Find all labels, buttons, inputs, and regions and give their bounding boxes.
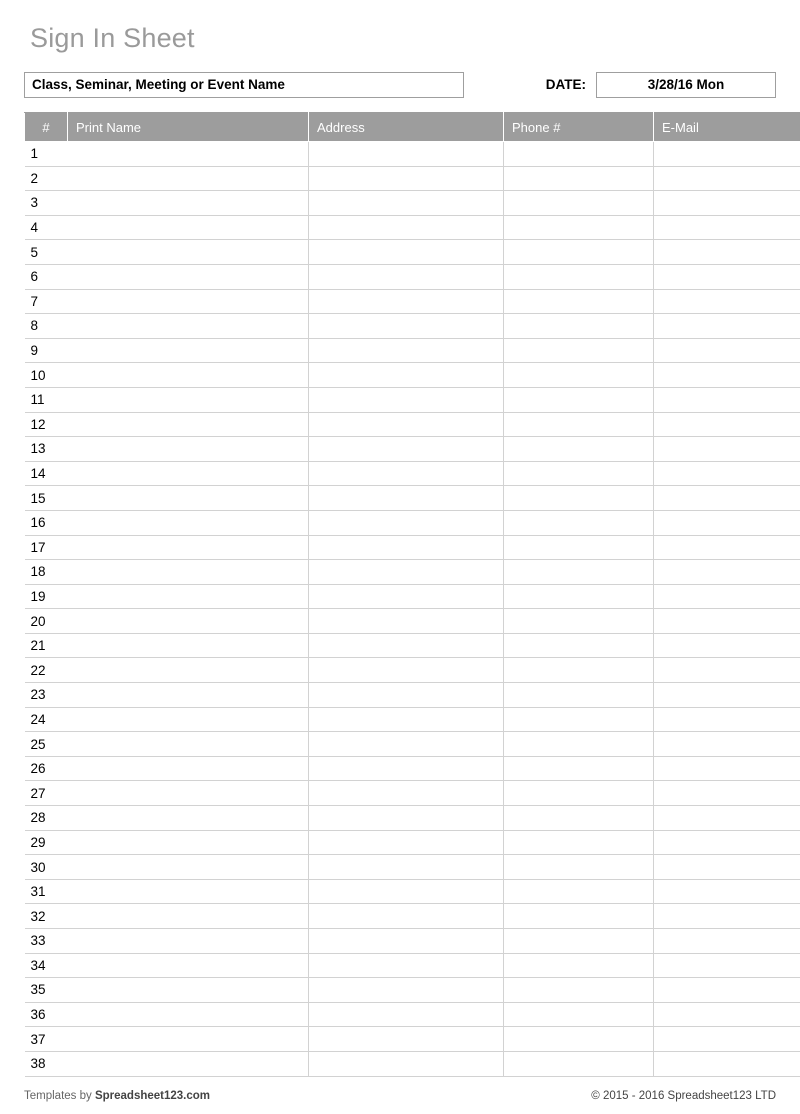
row-number: 37 [25,1027,68,1052]
cell-phone[interactable] [504,264,654,289]
cell-email[interactable] [654,535,800,560]
cell-address[interactable] [309,781,504,806]
cell-email[interactable] [654,658,800,683]
cell-print-name[interactable] [68,732,309,757]
cell-address[interactable] [309,461,504,486]
table-row [25,683,800,708]
cell-print-name[interactable] [68,806,309,831]
cell-email[interactable] [654,314,800,339]
row-number: 20 [25,609,68,634]
cell-email[interactable] [654,1051,800,1076]
cell-email[interactable] [654,215,800,240]
table-header [25,113,800,142]
cell-email[interactable] [654,166,800,191]
row-number: 7 [25,289,68,314]
cell-phone[interactable] [504,338,654,363]
cell-email[interactable] [654,756,800,781]
cell-phone[interactable] [504,437,654,462]
cell-phone[interactable] [504,904,654,929]
cell-phone[interactable] [504,314,654,339]
row-number: 11 [25,387,68,412]
row-number: 35 [25,978,68,1003]
row-number: 36 [25,1002,68,1027]
cell-email[interactable] [654,953,800,978]
cell-address[interactable] [309,830,504,855]
cell-email[interactable] [654,461,800,486]
row-number: 31 [25,879,68,904]
cell-print-name[interactable] [68,461,309,486]
table-row [25,929,800,954]
cell-phone[interactable] [504,633,654,658]
cell-email[interactable] [654,1002,800,1027]
cell-phone[interactable] [504,806,654,831]
cell-email[interactable] [654,1027,800,1052]
cell-email[interactable] [654,289,800,314]
footer-copyright: © 2015 - 2016 Spreadsheet123 LTD [591,1090,776,1102]
table-row [25,240,800,265]
row-number: 24 [25,707,68,732]
cell-address[interactable] [309,756,504,781]
cell-address[interactable] [309,264,504,289]
cell-print-name[interactable] [68,289,309,314]
cell-print-name[interactable] [68,756,309,781]
cell-phone[interactable] [504,953,654,978]
cell-print-name[interactable] [68,412,309,437]
row-number: 1 [25,142,68,167]
table-row [25,338,800,363]
cell-address[interactable] [309,707,504,732]
cell-email[interactable] [654,707,800,732]
cell-phone[interactable] [504,412,654,437]
cell-email[interactable] [654,978,800,1003]
table-row [25,560,800,585]
row-number: 12 [25,412,68,437]
cell-phone[interactable] [504,1051,654,1076]
cell-email[interactable] [654,486,800,511]
row-number: 25 [25,732,68,757]
cell-address[interactable] [309,929,504,954]
table-row [25,609,800,634]
cell-print-name[interactable] [68,486,309,511]
cell-address[interactable] [309,289,504,314]
table-row [25,289,800,314]
cell-print-name[interactable] [68,658,309,683]
cell-address[interactable] [309,535,504,560]
cell-phone[interactable] [504,387,654,412]
cell-phone[interactable] [504,830,654,855]
cell-print-name[interactable] [68,904,309,929]
column-header-phone: Phone # [504,113,654,142]
header-row [25,113,800,142]
row-number: 30 [25,855,68,880]
cell-print-name[interactable] [68,166,309,191]
row-number: 32 [25,904,68,929]
cell-print-name[interactable] [68,191,309,216]
column-header-number: # [25,113,68,142]
cell-phone[interactable] [504,191,654,216]
cell-print-name[interactable] [68,879,309,904]
cell-phone[interactable] [504,1002,654,1027]
date-field[interactable]: 3/28/16 Mon [596,72,776,98]
table-row [25,412,800,437]
cell-address[interactable] [309,191,504,216]
table-row [25,781,800,806]
table-row [25,1002,800,1027]
table-row [25,387,800,412]
cell-phone[interactable] [504,461,654,486]
table-row [25,806,800,831]
table-row [25,953,800,978]
table-row [25,191,800,216]
cell-print-name[interactable] [68,215,309,240]
cell-email[interactable] [654,633,800,658]
cell-print-name[interactable] [68,387,309,412]
table-row [25,363,800,388]
cell-address[interactable] [309,953,504,978]
cell-phone[interactable] [504,1027,654,1052]
row-number: 19 [25,584,68,609]
sign-in-table [24,112,800,1077]
cell-print-name[interactable] [68,929,309,954]
table-row [25,633,800,658]
row-number: 13 [25,437,68,462]
cell-email[interactable] [654,584,800,609]
cell-phone[interactable] [504,510,654,535]
table-row [25,314,800,339]
cell-print-name[interactable] [68,978,309,1003]
cell-email[interactable] [654,806,800,831]
cell-address[interactable] [309,215,504,240]
cell-address[interactable] [309,879,504,904]
cell-print-name[interactable] [68,142,309,167]
cell-email[interactable] [654,510,800,535]
cell-print-name[interactable] [68,633,309,658]
page-title: Sign In Sheet [30,23,195,53]
cell-print-name[interactable] [68,609,309,634]
cell-phone[interactable] [504,240,654,265]
row-number: 10 [25,363,68,388]
row-number: 5 [25,240,68,265]
table-row [25,1027,800,1052]
table-row [25,142,800,167]
table-row [25,584,800,609]
date-label: DATE: [545,77,586,92]
row-number: 28 [25,806,68,831]
row-number: 14 [25,461,68,486]
event-name-field[interactable]: Class, Seminar, Meeting or Event Name [24,72,464,98]
row-number: 9 [25,338,68,363]
row-number: 23 [25,683,68,708]
cell-address[interactable] [309,338,504,363]
cell-address[interactable] [309,1051,504,1076]
cell-print-name[interactable] [68,1051,309,1076]
table-row [25,486,800,511]
table-row [25,264,800,289]
table-row [25,855,800,880]
cell-address[interactable] [309,363,504,388]
cell-print-name[interactable] [68,338,309,363]
cell-address[interactable] [309,1002,504,1027]
cell-email[interactable] [654,732,800,757]
cell-phone[interactable] [504,560,654,585]
cell-address[interactable] [309,855,504,880]
cell-print-name[interactable] [68,437,309,462]
cell-email[interactable] [654,437,800,462]
cell-print-name[interactable] [68,510,309,535]
cell-email[interactable] [654,879,800,904]
cell-print-name[interactable] [68,314,309,339]
cell-phone[interactable] [504,855,654,880]
cell-address[interactable] [309,658,504,683]
footer-brand-link[interactable]: Spreadsheet123.com [94,1090,211,1102]
cell-address[interactable] [309,510,504,535]
cell-print-name[interactable] [68,535,309,560]
table-body [25,142,800,1077]
row-number: 33 [25,929,68,954]
table-row [25,461,800,486]
cell-print-name[interactable] [68,363,309,388]
column-header-print-name: Print Name [68,113,309,142]
table-row [25,510,800,535]
cell-print-name[interactable] [68,855,309,880]
cell-address[interactable] [309,978,504,1003]
cell-email[interactable] [654,264,800,289]
cell-email[interactable] [654,142,800,167]
cell-phone[interactable] [504,142,654,167]
cell-address[interactable] [309,633,504,658]
cell-address[interactable] [309,560,504,585]
table-row [25,658,800,683]
cell-print-name[interactable] [68,953,309,978]
table-row [25,437,800,462]
cell-phone[interactable] [504,289,654,314]
row-number: 27 [25,781,68,806]
cell-address[interactable] [309,412,504,437]
table-row [25,830,800,855]
table-row [25,166,800,191]
cell-print-name[interactable] [68,560,309,585]
table-row [25,707,800,732]
cell-address[interactable] [309,806,504,831]
cell-phone[interactable] [504,486,654,511]
cell-phone[interactable] [504,929,654,954]
cell-email[interactable] [654,683,800,708]
cell-email[interactable] [654,387,800,412]
table-row [25,904,800,929]
cell-print-name[interactable] [68,830,309,855]
cell-phone[interactable] [504,732,654,757]
table-row [25,215,800,240]
cell-address[interactable] [309,387,504,412]
row-number: 22 [25,658,68,683]
cell-address[interactable] [309,314,504,339]
page-footer [24,1090,776,1102]
table-row [25,732,800,757]
table-row [25,756,800,781]
row-number: 6 [25,264,68,289]
cell-address[interactable] [309,584,504,609]
cell-email[interactable] [654,830,800,855]
cell-phone[interactable] [504,166,654,191]
cell-print-name[interactable] [68,584,309,609]
cell-address[interactable] [309,240,504,265]
row-number: 8 [25,314,68,339]
row-number: 4 [25,215,68,240]
row-number: 38 [25,1051,68,1076]
cell-phone[interactable] [504,215,654,240]
cell-phone[interactable] [504,879,654,904]
row-number: 2 [25,166,68,191]
cell-address[interactable] [309,732,504,757]
cell-print-name[interactable] [68,1002,309,1027]
cell-phone[interactable] [504,609,654,634]
cell-address[interactable] [309,437,504,462]
row-number: 29 [25,830,68,855]
row-number: 34 [25,953,68,978]
cell-print-name[interactable] [68,781,309,806]
cell-email[interactable] [654,412,800,437]
cell-phone[interactable] [504,756,654,781]
cell-email[interactable] [654,609,800,634]
cell-email[interactable] [654,338,800,363]
cell-print-name[interactable] [68,707,309,732]
table-row [25,978,800,1003]
cell-address[interactable] [309,166,504,191]
table-row [25,1051,800,1076]
footer-templates-credit [24,1090,210,1102]
row-number: 26 [25,756,68,781]
cell-print-name[interactable] [68,683,309,708]
cell-phone[interactable] [504,781,654,806]
table-row [25,879,800,904]
cell-email[interactable] [654,240,800,265]
column-header-address: Address [309,113,504,142]
cell-email[interactable] [654,363,800,388]
row-number: 16 [25,510,68,535]
cell-phone[interactable] [504,683,654,708]
cell-email[interactable] [654,929,800,954]
cell-print-name[interactable] [68,240,309,265]
cell-print-name[interactable] [68,264,309,289]
cell-address[interactable] [309,1027,504,1052]
row-number: 18 [25,560,68,585]
row-number: 3 [25,191,68,216]
cell-phone[interactable] [504,707,654,732]
footer-templates-prefix: Templates by [24,1090,95,1102]
cell-address[interactable] [309,609,504,634]
cell-address[interactable] [309,683,504,708]
cell-print-name[interactable] [68,1027,309,1052]
cell-email[interactable] [654,191,800,216]
cell-address[interactable] [309,486,504,511]
cell-address[interactable] [309,142,504,167]
cell-phone[interactable] [504,363,654,388]
cell-phone[interactable] [504,658,654,683]
row-number: 21 [25,633,68,658]
cell-email[interactable] [654,904,800,929]
cell-phone[interactable] [504,978,654,1003]
row-number: 17 [25,535,68,560]
row-number: 15 [25,486,68,511]
cell-phone[interactable] [504,584,654,609]
cell-email[interactable] [654,855,800,880]
column-header-email: E-Mail [654,113,800,142]
meta-row [24,72,776,98]
cell-email[interactable] [654,781,800,806]
cell-email[interactable] [654,560,800,585]
cell-phone[interactable] [504,535,654,560]
table-row [25,535,800,560]
cell-address[interactable] [309,904,504,929]
